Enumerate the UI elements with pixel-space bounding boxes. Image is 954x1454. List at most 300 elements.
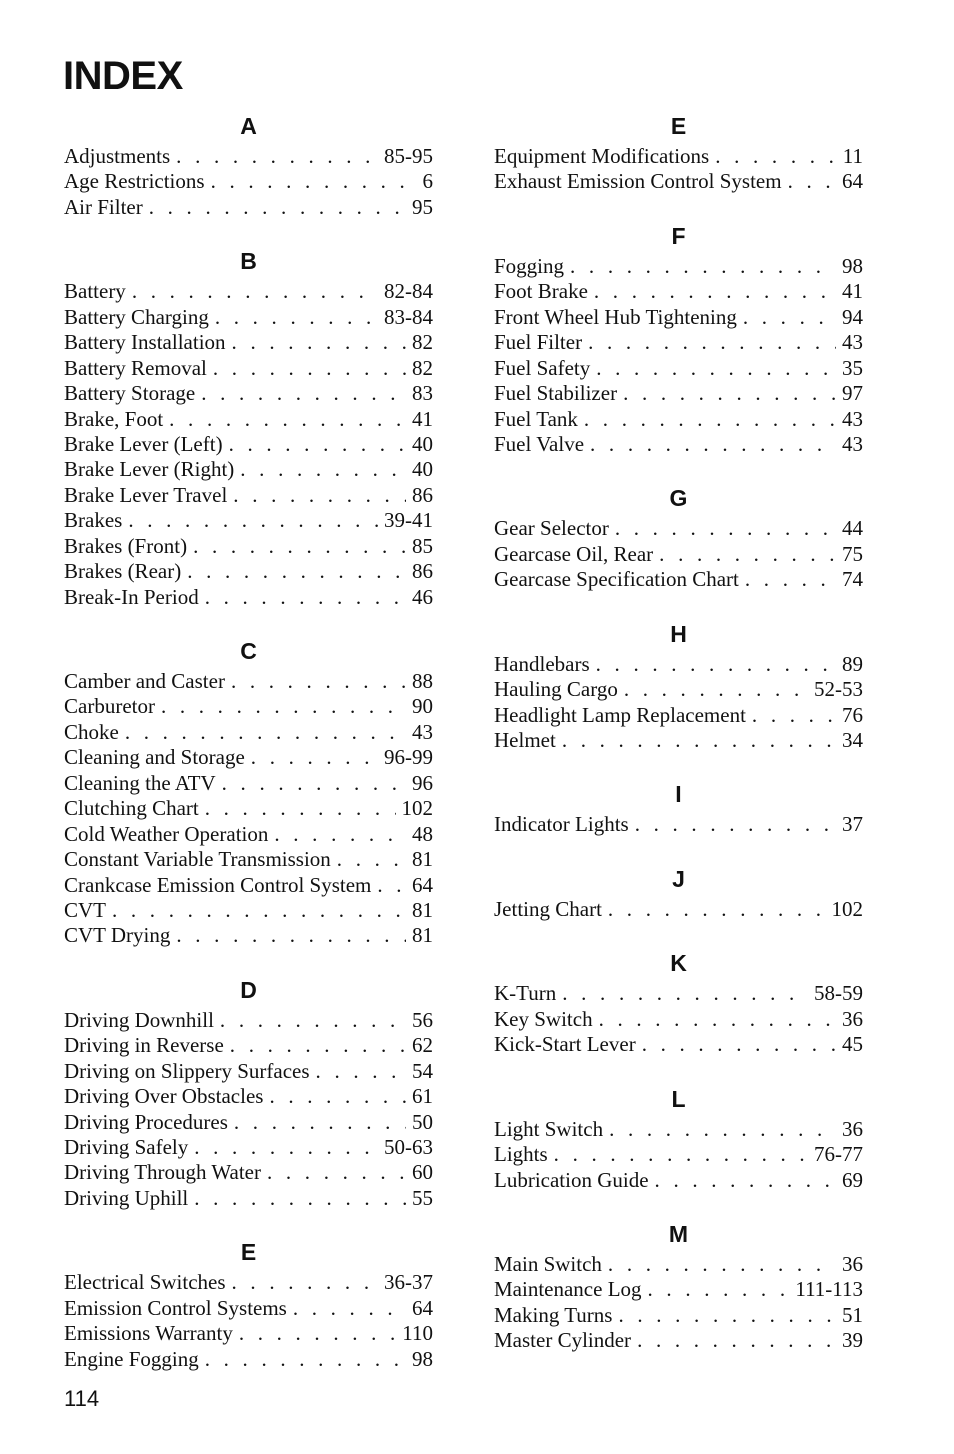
section-letter: D [240,976,257,1003]
section-letter: I [675,781,682,808]
index-entry [64,771,433,796]
index-section [494,108,863,195]
dot-leader [642,1032,836,1057]
index-entry [64,559,433,584]
dot-leader [176,144,378,169]
entry-name: Emissions Warranty [64,1321,233,1346]
entry-name: Fuel Filter [494,330,583,355]
entry-name: Battery Storage [64,381,196,406]
index-entry [494,305,863,330]
entry-name: Battery Installation [64,330,226,355]
entry-page: 34 [842,728,863,752]
entry-page: 43 [842,406,863,431]
dot-leader [132,279,378,304]
entry-name: Brake, Foot [64,406,164,431]
dot-leader [194,1135,378,1160]
dot-leader [608,1252,836,1277]
index-entry [64,1059,433,1084]
entry-page: 61 [412,1084,433,1109]
entry-page: 43 [842,431,863,456]
dot-leader [274,822,406,847]
entry-name: Lights [494,1142,548,1167]
index-entry [494,516,863,541]
section-letter: H [670,620,687,647]
page-title: INDEX [63,54,183,98]
entry-name: Fuel Valve [494,431,585,456]
dot-leader [128,508,378,533]
entry-name: Gear Selector [494,516,609,541]
dot-leader [609,1117,836,1142]
entry-name: Air Filter [64,194,143,219]
entry-page: 35 [842,355,863,380]
dot-leader [588,330,836,355]
entry-name: Driving in Reverse [64,1033,224,1058]
dot-leader [187,559,406,584]
entry-name: Fuel Stabilizer [494,381,618,406]
entry-name: Clutching Chart [64,796,199,821]
index-section [494,945,863,1057]
entry-name: Brakes (Front) [64,533,188,558]
index-entry [64,585,433,610]
dot-leader [234,1110,406,1135]
index-entry [64,873,433,898]
entry-name: Age Restrictions [64,169,205,194]
section-gap [494,922,863,945]
entry-page: 60 [412,1160,433,1185]
entry-name: Cleaning the ATV [64,770,216,795]
index-entry [494,1168,863,1193]
index-entry [64,1110,433,1135]
entry-page: 75 [842,541,863,566]
index-entry [494,567,863,592]
index-entry [494,356,863,381]
index-entry [64,796,433,821]
index-entry [64,534,433,559]
index-entry [494,1252,863,1277]
entry-name: Making Turns [494,1302,613,1327]
entry-page: 102 [831,896,863,921]
dot-leader [618,1303,836,1328]
entry-page: 98 [412,1346,433,1371]
index-entry [64,195,433,220]
dot-leader [624,677,808,702]
entry-name: Key Switch [494,1006,593,1031]
index-entry [64,407,433,432]
entry-page: 48 [412,821,433,846]
entry-page: 64 [412,872,433,897]
index-entry [494,703,863,728]
dot-leader [213,356,406,381]
dot-leader [211,169,417,194]
index-entry [64,432,433,457]
entry-page: 50-63 [384,1135,433,1159]
dot-leader [316,1059,406,1084]
entry-page: 50 [412,1109,433,1134]
dot-leader [596,356,836,381]
entry-name: Brake Lever (Left) [64,431,223,456]
entry-name: Driving Procedures [64,1109,228,1134]
entry-page: 36 [842,1006,863,1031]
index-entry [494,897,863,922]
entry-name: Carburetor [64,694,155,719]
index-entry [494,432,863,457]
index-section [64,243,433,610]
index-entry [64,1270,433,1295]
dot-leader [112,898,406,923]
index-entry [64,1296,433,1321]
section-letter: C [240,638,257,664]
section-gap [494,1193,863,1216]
index-entry [64,330,433,355]
entry-name: K-Turn [494,981,557,1006]
entry-name: Fogging [494,253,565,278]
entry-name: Master Cylinder [494,1328,632,1353]
index-entry [494,407,863,432]
entry-page: 64 [412,1295,433,1320]
index-entry [64,169,433,194]
entry-page: 89 [842,651,863,676]
dot-leader [215,305,378,330]
entry-name: Light Switch [494,1116,604,1141]
section-letter: J [672,865,685,892]
entry-name: Driving on Slippery Surfaces [64,1058,310,1083]
index-entry [494,1142,863,1167]
entry-name: Fuel Tank [494,406,578,431]
dot-leader [752,703,836,728]
index-entry [64,1008,433,1033]
dot-leader [232,1270,378,1295]
entry-page: 51 [842,1302,863,1327]
entry-page: 86 [412,559,433,584]
section-gap [494,593,863,616]
entry-name: Break-In Period [64,584,199,609]
entry-page: 40 [412,457,433,482]
entry-page: 56 [412,1007,433,1032]
entry-name: Handlebars [494,651,590,676]
index-entry [64,508,433,533]
entry-name: CVT Drying [64,923,171,948]
section-gap [494,753,863,776]
dot-leader [269,1084,406,1109]
index-section [64,633,433,949]
dot-leader [584,407,836,432]
dot-leader [232,330,406,355]
index-entry [64,279,433,304]
index-entry [494,279,863,304]
entry-page: 39 [842,1328,863,1353]
dot-leader [149,195,406,220]
index-entry [494,169,863,194]
index-entry [64,305,433,330]
entry-name: Equipment Modifications [494,144,710,168]
section-letter: G [669,485,688,512]
index-entry [64,923,433,948]
dot-leader [590,432,836,457]
dot-leader [161,694,406,719]
index-section [494,480,863,592]
entry-page: 111-113 [795,1277,863,1302]
entry-page: 39-41 [384,508,433,533]
dot-leader [222,771,406,796]
dot-leader [220,1008,406,1033]
entry-page: 74 [842,567,863,592]
section-gap [64,949,433,972]
dot-leader [623,381,836,406]
dot-leader [655,1168,836,1193]
entry-page: 81 [412,847,433,872]
entry-name: Helmet [494,728,556,752]
index-column-left [64,108,433,1372]
entry-page: 76 [842,702,863,727]
section-letter: F [671,222,686,249]
section-letter: K [670,950,687,977]
page-number: 114 [64,1386,100,1411]
index-entry [494,981,863,1006]
entry-name: Main Switch [494,1251,602,1276]
entry-page: 69 [842,1167,863,1192]
index-entry [494,1032,863,1057]
dot-leader [229,432,406,457]
entry-name: Driving Downhill [64,1007,214,1032]
dot-leader [293,1296,406,1321]
entry-page: 11 [842,144,863,168]
index-section [494,1081,863,1193]
entry-name: Crankcase Emission Control System [64,872,372,897]
entry-page: 96 [412,770,433,795]
index-entry [494,542,863,567]
index-entry [494,1117,863,1142]
index-entry [494,1328,863,1353]
dot-leader [648,1277,790,1302]
dot-leader [659,542,836,567]
entry-page: 41 [842,279,863,304]
entry-name: Adjustments [64,144,171,168]
entry-page: 82 [412,355,433,380]
dot-leader [337,847,406,872]
entry-name: Cleaning and Storage [64,745,245,770]
index-entry [64,381,433,406]
entry-page: 102 [401,796,433,821]
entry-page: 96-99 [384,745,433,770]
index-section [494,218,863,458]
index-entry [64,1033,433,1058]
entry-page: 45 [842,1032,863,1057]
section-letter: M [668,1220,689,1247]
dot-leader [594,279,836,304]
entry-page: 81 [412,923,433,948]
dot-leader [205,1347,406,1372]
entry-name: Constant Variable Transmission [64,847,331,872]
index-entry [64,457,433,482]
entry-page: 43 [842,330,863,355]
index-entry [64,720,433,745]
index-entry [494,652,863,677]
section-gap [494,195,863,218]
dot-leader [635,812,836,837]
entry-page: 40 [412,431,433,456]
dot-leader [608,897,826,922]
entry-page: 95 [412,194,433,219]
entry-page: 81 [412,897,433,922]
entry-page: 85 [412,533,433,558]
section-gap [64,610,433,633]
entry-page: 44 [842,516,863,541]
entry-page: 36 [842,1116,863,1141]
dot-leader [251,745,378,770]
index-entry [494,1277,863,1302]
entry-page: 88 [412,669,433,693]
dot-leader [239,1321,396,1346]
dot-leader [201,381,406,406]
section-gap [64,220,433,243]
entry-name: Jetting Chart [494,896,602,921]
entry-page: 64 [842,169,863,194]
entry-page: 43 [412,719,433,744]
entry-name: Battery [64,279,126,304]
index-entry [64,1186,433,1211]
section-letter: E [240,1239,257,1266]
index-entry [494,381,863,406]
entry-name: Front Wheel Hub Tightening [494,304,737,329]
entry-page: 86 [412,482,433,507]
entry-name: Brake Lever (Right) [64,457,235,482]
entry-page: 90 [412,694,433,719]
dot-leader [231,669,406,694]
dot-leader [570,254,836,279]
entry-name: Lubrication Guide [494,1167,649,1192]
dot-leader [596,652,836,677]
index-entry [494,254,863,279]
section-letter: A [240,113,257,139]
dot-leader [745,567,836,592]
entry-page: 36 [842,1251,863,1276]
index-entry [64,694,433,719]
section-gap [64,1211,433,1234]
index-entry [494,728,863,753]
entry-page: 58-59 [814,981,863,1006]
entry-name: Choke [64,719,119,744]
dot-leader [788,169,836,194]
dot-leader [637,1328,836,1353]
entry-name: Kick-Start Lever [494,1032,636,1057]
dot-leader [599,1007,836,1032]
index-column-right [494,108,863,1354]
entry-name: Emission Control Systems [64,1295,287,1320]
index-entry [494,1007,863,1032]
entry-page: 83-84 [384,304,433,329]
index-entry [494,144,863,169]
entry-name: Hauling Cargo [494,677,618,702]
index-entry [64,1084,433,1109]
dot-leader [194,1186,406,1211]
entry-page: 94 [842,304,863,329]
dot-leader [240,457,406,482]
section-gap [494,457,863,480]
section-letter: L [671,1085,686,1112]
dot-leader [554,1142,808,1167]
entry-name: Gearcase Oil, Rear [494,541,654,566]
entry-name: Engine Fogging [64,1346,199,1371]
entry-name: Gearcase Specification Chart [494,567,739,592]
index-entry [494,330,863,355]
index-entry [64,356,433,381]
entry-page: 41 [412,406,433,431]
index-entry [494,1303,863,1328]
index-entry [64,745,433,770]
entry-page: 82 [412,330,433,355]
entry-name: Brakes [64,508,123,533]
entry-name: Indicator Lights [494,812,629,837]
dot-leader [176,923,406,948]
index-section [494,616,863,754]
entry-name: Driving Safely [64,1135,189,1159]
entry-page: 62 [412,1033,433,1058]
dot-leader [377,873,406,898]
index-entry [64,669,433,694]
entry-page: 36-37 [384,1270,433,1295]
entry-name: Fuel Safety [494,355,591,380]
index-entry [64,144,433,169]
entry-page: 54 [412,1058,433,1083]
dot-leader [267,1160,406,1185]
index-section [64,972,433,1212]
entry-name: Camber and Caster [64,669,225,693]
dot-leader [562,981,808,1006]
entry-page: 98 [842,253,863,278]
entry-name: Driving Uphill [64,1185,189,1210]
entry-name: Battery Charging [64,304,209,329]
entry-page: 52-53 [814,677,863,702]
index-entry [64,1347,433,1372]
index-entry [64,1321,433,1346]
entry-page: 83 [412,381,433,406]
index-section [494,776,863,837]
entry-page: 6 [422,169,433,194]
entry-page: 97 [842,381,863,406]
index-section [64,108,433,220]
entry-name: Driving Over Obstacles [64,1084,264,1109]
entry-page: 82-84 [384,279,433,304]
index-entry [64,483,433,508]
dot-leader [205,585,406,610]
section-letter: E [670,113,687,139]
entry-page: 76-77 [814,1142,863,1167]
dot-leader [615,516,836,541]
section-gap [494,1058,863,1081]
entry-name: Maintenance Log [494,1277,642,1302]
entry-name: Brakes (Rear) [64,559,182,584]
index-entry [64,822,433,847]
index-section [64,1234,433,1372]
index-section [494,1216,863,1354]
entry-name: Driving Through Water [64,1160,261,1185]
index-entry [64,898,433,923]
entry-name: Battery Removal [64,355,207,380]
dot-leader [230,1033,406,1058]
entry-page: 37 [842,812,863,837]
index-section [494,861,863,922]
index-entry [64,847,433,872]
dot-leader [169,407,406,432]
entry-name: CVT [64,897,106,922]
entry-name: Exhaust Emission Control System [494,169,782,194]
dot-leader [205,796,396,821]
entry-name: Headlight Lamp Replacement [494,702,746,727]
entry-name: Foot Brake [494,279,588,304]
entry-page: 46 [412,584,433,609]
entry-page: 55 [412,1185,433,1210]
dot-leader [715,144,837,169]
